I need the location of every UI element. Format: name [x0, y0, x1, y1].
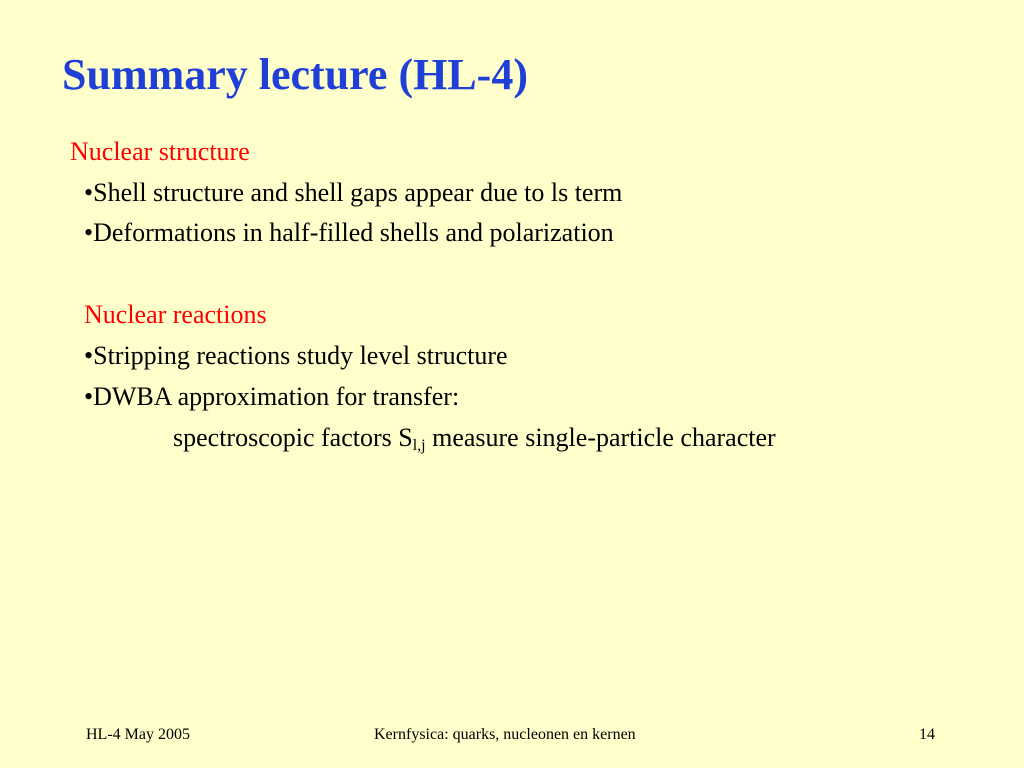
bullet-shell-structure: •Shell structure and shell gaps appear due to ls term [84, 178, 623, 207]
spectroscopic-factors-tail: measure single-particle character [425, 423, 776, 452]
bullet-dwba: •DWBA approximation for transfer: [84, 382, 460, 411]
footer-course-title: Kernfysica: quarks, nucleonen en kernen [374, 726, 636, 743]
spectroscopic-subscript: l,j [412, 437, 426, 454]
footer-date: HL-4 May 2005 [86, 726, 190, 743]
section-heading-nuclear-reactions: Nuclear reactions [84, 300, 267, 329]
bullet-deformations: •Deformations in half-filled shells and polarization [84, 218, 614, 247]
bullet-stripping-reactions: •Stripping reactions study level structure [84, 341, 508, 370]
footer-page-number: 14 [919, 726, 935, 743]
slide-title: Summary lecture (HL-4) [62, 50, 528, 99]
spectroscopic-factors-line [173, 422, 776, 454]
spectroscopic-factors-text: spectroscopic factors S [173, 423, 413, 452]
section-heading-nuclear-structure: Nuclear structure [70, 137, 250, 166]
